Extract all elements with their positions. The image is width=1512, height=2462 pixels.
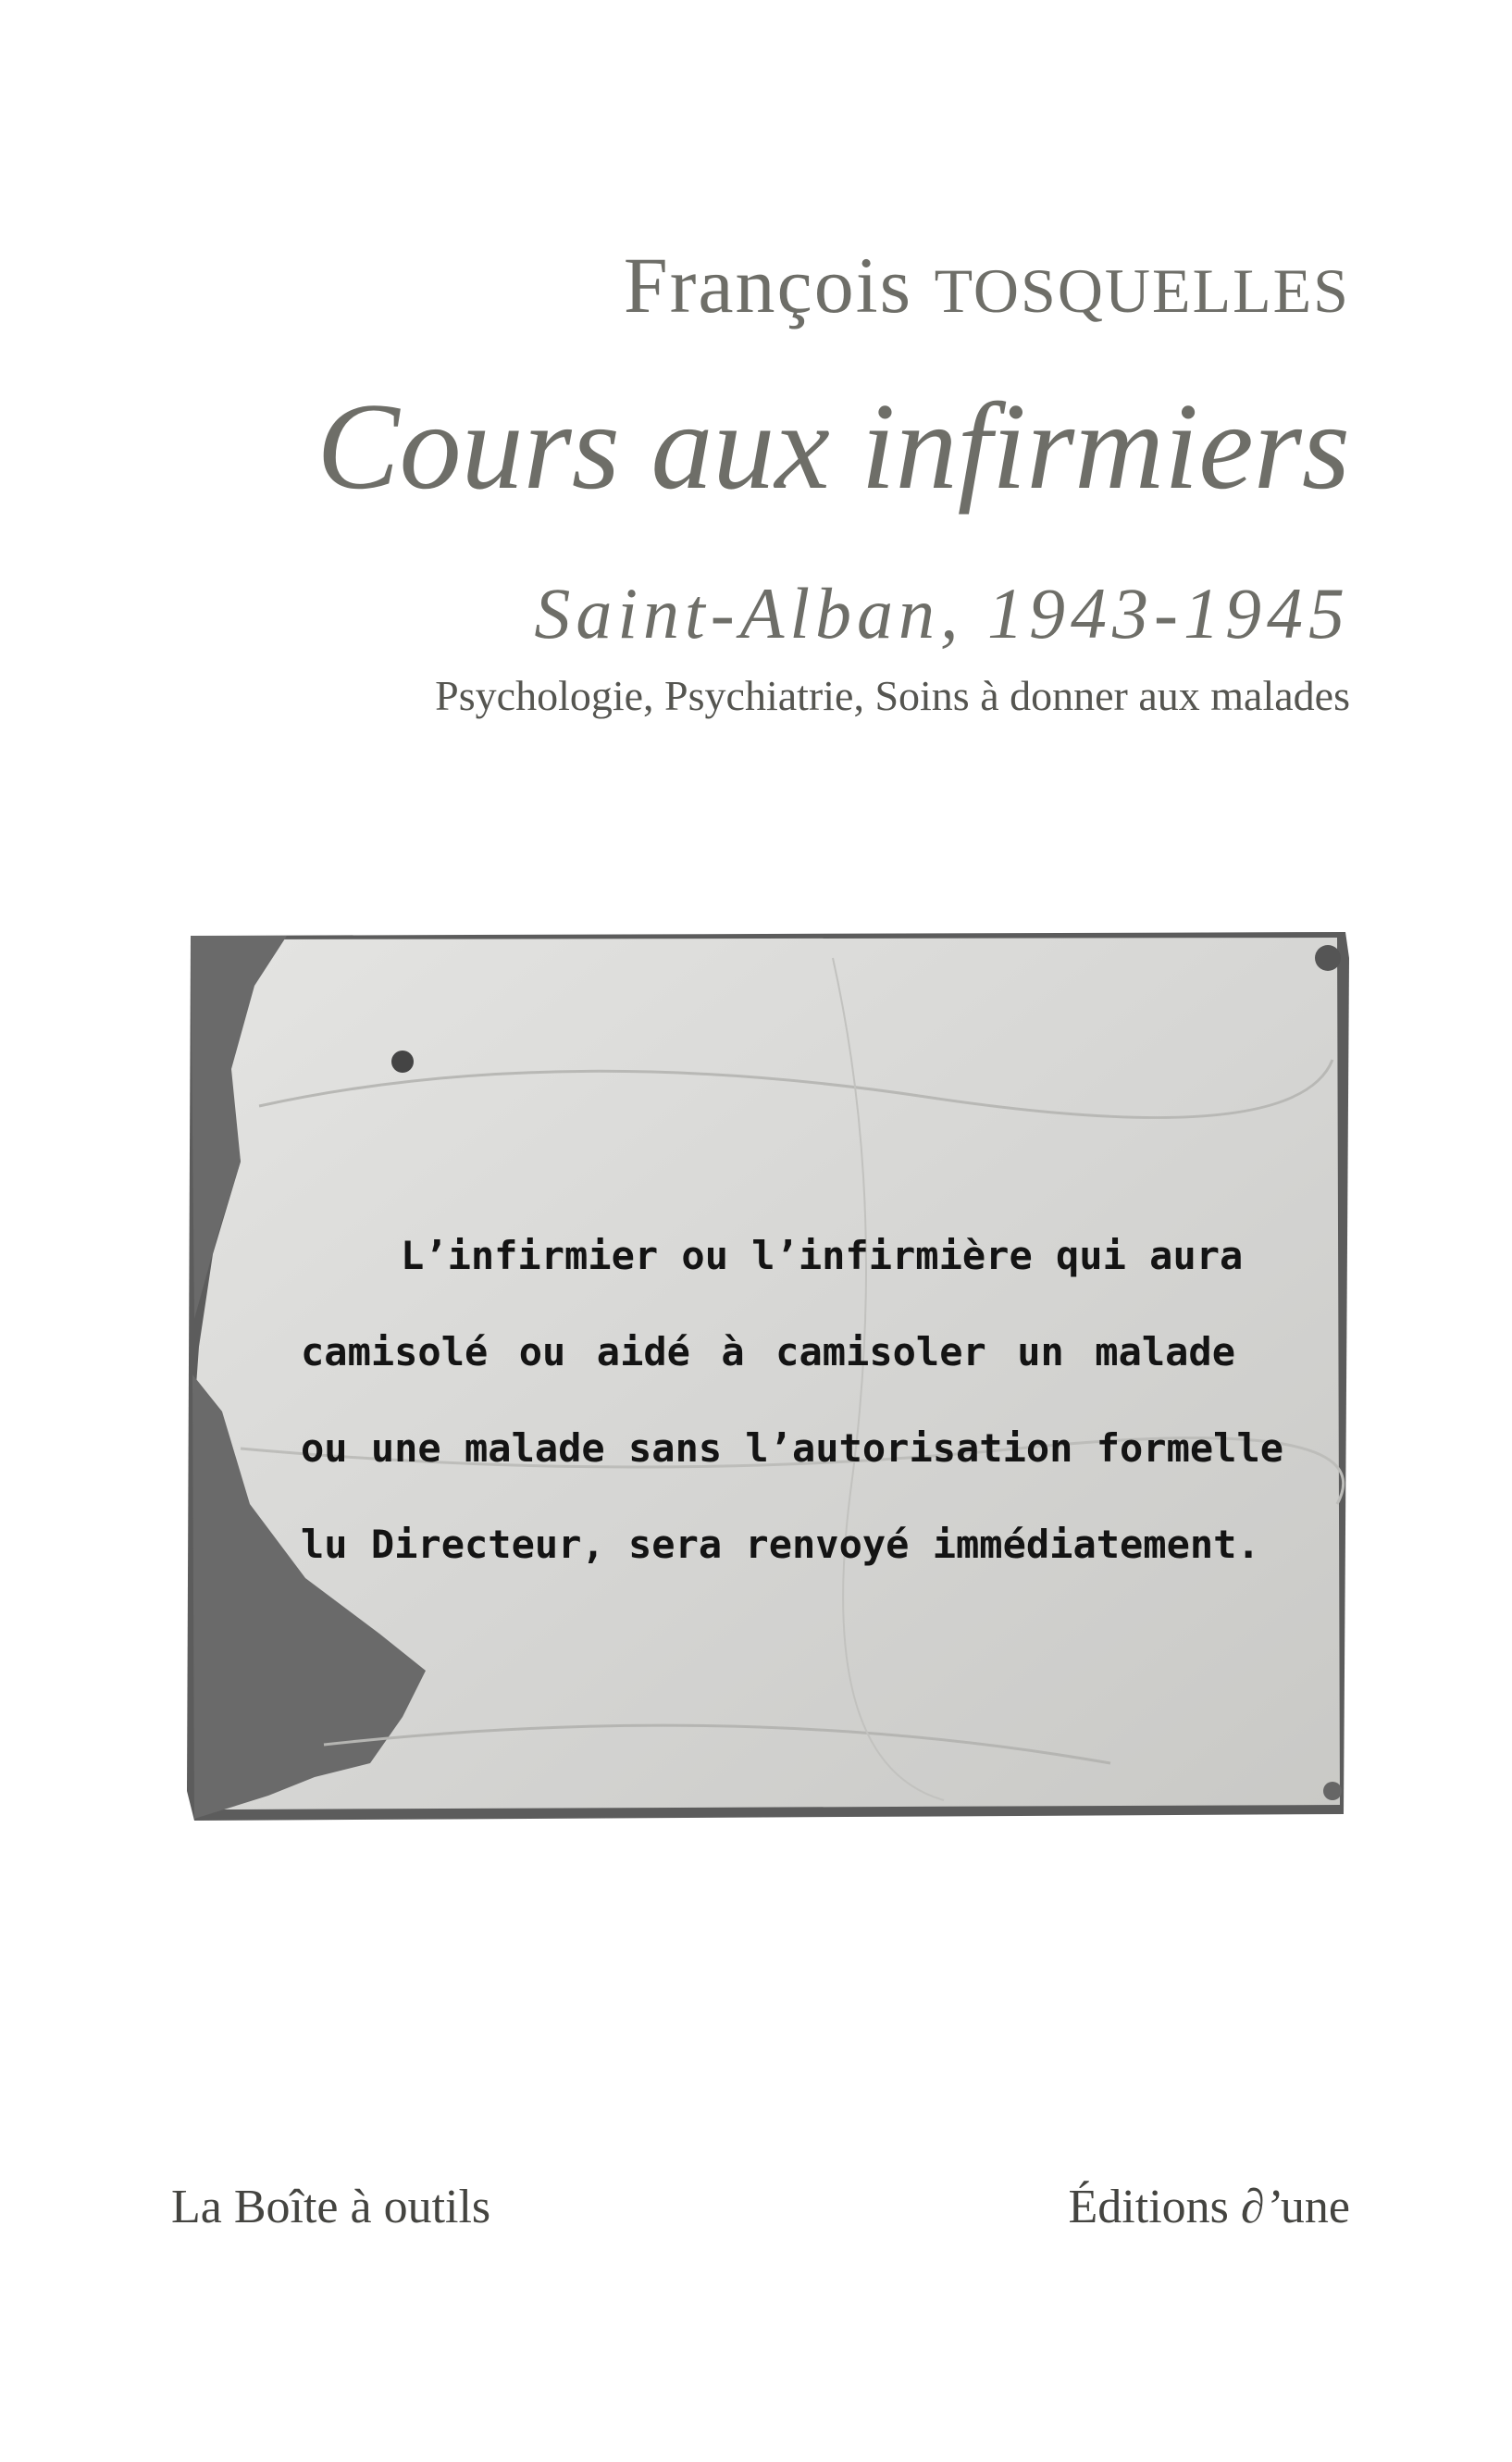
plate-text-line: L’infirmier ou l’infirmière qui aura xyxy=(401,1233,1244,1278)
plate-stain xyxy=(1323,1782,1342,1800)
cover-photo-plate xyxy=(185,930,1351,1823)
plate-text-line: camisolé ou aidé à camisoler un malade xyxy=(301,1329,1235,1374)
publisher-name xyxy=(1069,2180,1350,2234)
plate-stain xyxy=(391,1051,414,1073)
book-topics: Psychologie, Psychiatrie, Soins à donner aux malades xyxy=(435,672,1350,719)
book-title: Cours aux infirmiers xyxy=(316,378,1350,515)
author xyxy=(624,239,1350,331)
plate-text-line: ou une malade sans l’autorisation formelle xyxy=(301,1425,1284,1471)
plate-stain xyxy=(1315,945,1341,971)
publisher-suffix: une xyxy=(1280,2181,1350,2233)
publisher-prefix: Éditions xyxy=(1068,2181,1229,2233)
book-subtitle: Saint-Alban, 1943-1945 xyxy=(534,573,1350,653)
plate-notice-text xyxy=(301,1208,1284,1593)
collection-name: La Boîte à outils xyxy=(171,2181,491,2233)
author-last-name: TOSQUELLES xyxy=(934,255,1350,326)
plate-text-line: lu Directeur, sera renvoyé immédiatement. xyxy=(301,1522,1260,1567)
publisher-logo-mark: ∂’ xyxy=(1240,2181,1281,2233)
author-first-name: François xyxy=(623,241,913,330)
